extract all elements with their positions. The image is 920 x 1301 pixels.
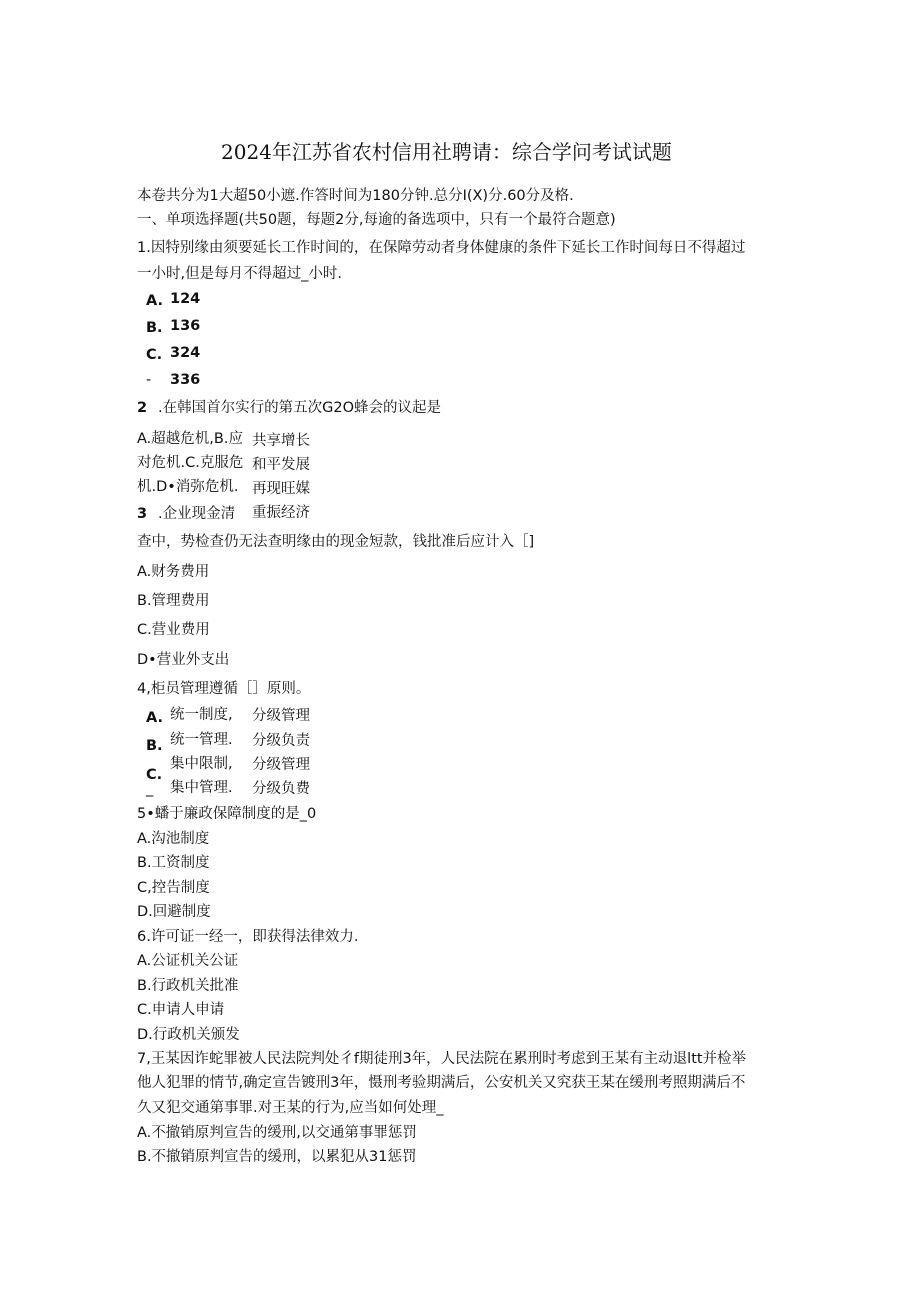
option-value: 136 xyxy=(170,318,201,334)
page-title: 2024年江苏省农村信用社聘请：综合学问考试试题 xyxy=(221,140,672,164)
question-7-stem: 7,王某因诈蛇罪被人民法院判处彳f期徒刑3年，人民法院在累刑时考虑到王某有主动退ltt并检举 xyxy=(137,1051,747,1067)
option-letter: A. xyxy=(146,293,163,309)
question-7-option: A.不撤销原判宣告的缓刑,以交通第事罪惩罚 xyxy=(137,1125,417,1141)
question-6-option: A.公证机关公证 xyxy=(137,953,239,969)
option-letter: C. xyxy=(146,767,163,783)
option-text: 分级负责 xyxy=(252,733,310,749)
option-letter: B. xyxy=(146,320,163,336)
question-6-stem: 6.许可证一经一，即获得法律效力. xyxy=(137,929,359,945)
question-2-options-right: 重振经济 xyxy=(252,505,310,521)
question-5-option: A.沟池制度 xyxy=(137,831,210,847)
option-text: 分级管理 xyxy=(252,757,310,773)
question-7-option: B.不撤销原判宣告的缓刑，以累犯从31惩罚 xyxy=(137,1149,417,1165)
section-heading: 一、单项选择题(共50题，每题2分,每逾的备选项中，只有一个最符合题意) xyxy=(137,212,616,228)
option-letter: A. xyxy=(146,710,163,726)
question-3-option: A.财务费用 xyxy=(137,564,210,580)
option-text: 分级负费 xyxy=(252,781,310,797)
question-5-option: C,控告制度 xyxy=(137,880,210,896)
question-7-stem-cont: 久又犯交通第事罪.对王某的行为,应当如何处理_ xyxy=(137,1100,444,1116)
question-2-number: 2 xyxy=(137,400,148,416)
question-5-option: D.回避制度 xyxy=(137,904,211,920)
question-6-option: C.申请人申请 xyxy=(137,1002,225,1018)
option-text: 统一管理. xyxy=(170,732,233,748)
option-value: 336 xyxy=(170,372,201,388)
question-1-stem: 1.因特别缘由须要延长工作时间的，在保障劳动者身体健康的条件下延长工作时间每日不得超过 xyxy=(137,240,746,256)
question-6-option: D.行政机关颁发 xyxy=(137,1027,240,1043)
question-5-stem: 5•蟠于廉政保障制度的是_0 xyxy=(137,806,317,822)
question-2-options-left: 对危机.C.克服危 xyxy=(137,455,244,471)
option-letter: C. xyxy=(146,347,163,363)
question-5-option: B.工资制度 xyxy=(137,855,210,871)
question-3-option: C.营业费用 xyxy=(137,622,210,638)
option-letter: _ xyxy=(146,781,154,797)
option-text: 集中管理. xyxy=(170,780,233,796)
intro-line: 本卷共分为1大超50小遮.作答时间为180分钟.总分I(X)分.60分及格. xyxy=(137,188,574,204)
option-letter: - xyxy=(146,372,152,388)
question-4-stem: 4,柜员管理遵循［］原则。 xyxy=(137,681,311,697)
question-1-stem-cont: 一小时,但是每月不得超过_小时. xyxy=(137,266,342,282)
question-2-options-right: 和平发展 xyxy=(252,457,310,473)
question-2-options-left: A.超越危机,B.应 xyxy=(137,431,243,447)
option-value: 324 xyxy=(170,345,201,361)
option-text: 统一制度, xyxy=(170,707,233,723)
question-6-option: B.行政机关批准 xyxy=(137,978,239,994)
question-7-stem-cont: 他人犯罪的情节,确定宣告镀刑3年，慑刑考验期满后，公安机关又究获王某在缓刑考照期满后不 xyxy=(137,1075,746,1091)
question-3-stem-cont: 查中，势检查仍无法查明缘由的现金短款，钱批准后应计入［] xyxy=(137,534,535,550)
option-letter: B. xyxy=(146,738,163,754)
question-2-stem: .在韩国首尔实行的第五次G2O蜂会的议起是 xyxy=(158,400,441,416)
question-3-number: 3 xyxy=(137,506,148,522)
question-3-stem: .企业现金清 xyxy=(158,506,236,522)
question-3-option: B.管理费用 xyxy=(137,593,210,609)
option-value: 124 xyxy=(170,291,201,307)
question-2-options-right: 共享增长 xyxy=(252,433,310,449)
question-2-options-right: 再现旺媒 xyxy=(252,481,310,497)
question-2-options-left: 机.D•消弥危机. xyxy=(137,479,239,495)
question-3-option: D•营业外支出 xyxy=(137,652,230,668)
option-text: 分级管理 xyxy=(252,708,310,724)
option-text: 集中限制, xyxy=(170,756,233,772)
